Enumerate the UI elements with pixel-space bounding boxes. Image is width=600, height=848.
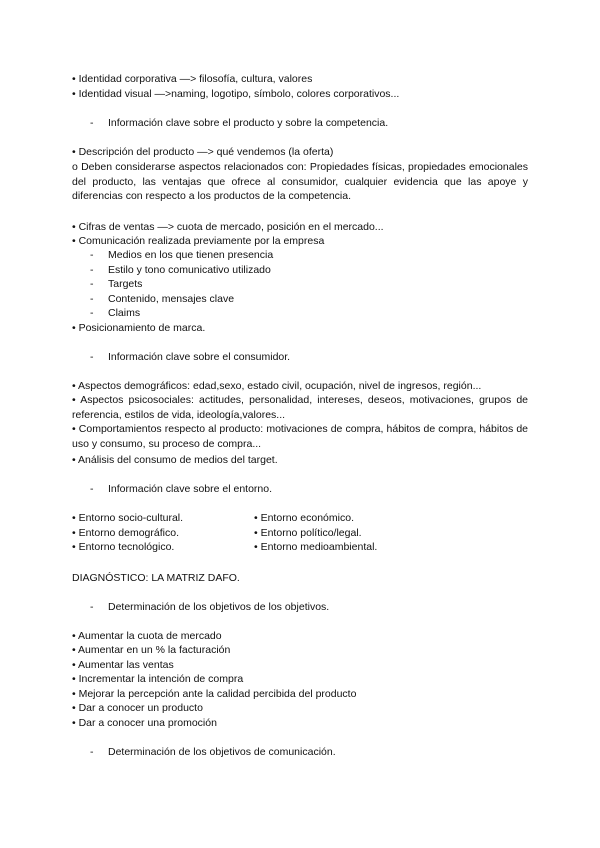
list-item: • Aspectos demográficos: edad,sexo, estado civil, ocupación, nivel de ingresos, región...: [72, 380, 482, 392]
paragraph: • Comportamientos respecto al producto: motivaciones de compra, hábitos de compra, hábitos de uso y consumo, su proceso de compra...: [72, 423, 528, 450]
dash-bullet: -: [90, 293, 94, 305]
dash-bullet: -: [90, 483, 94, 495]
list-item: • Incrementar la intención de compra: [72, 673, 244, 685]
list-item: • Posicionamiento de marca.: [72, 322, 206, 334]
list-item: • Aumentar la cuota de mercado: [72, 630, 222, 642]
list-item: Medios en los que tienen presencia: [108, 249, 274, 261]
list-item: • Entorno demográfico.: [72, 527, 179, 539]
dash-bullet: -: [90, 264, 94, 276]
list-item: • Identidad visual —>naming, logotipo, símbolo, colores corporativos...: [72, 88, 400, 100]
list-item: Contenido, mensajes clave: [108, 293, 235, 305]
list-item: Estilo y tono comunicativo utilizado: [108, 264, 271, 276]
paragraph: • Aspectos psicosociales: actitudes, personalidad, intereses, deseos, motivaciones, grupos de referencia, estilos de vida, ideología,valores...: [72, 394, 528, 421]
dash-bullet: -: [90, 601, 94, 613]
subheading: Información clave sobre el producto y sobre la competencia.: [108, 117, 389, 129]
list-item: • Análisis del consumo de medios del target.: [72, 454, 278, 466]
list-item: • Aumentar las ventas: [72, 659, 174, 671]
dash-bullet: -: [90, 307, 94, 319]
list-item: • Dar a conocer una promoción: [72, 717, 217, 729]
dash-bullet: -: [90, 117, 94, 129]
list-item: • Mejorar la percepción ante la calidad percibida del producto: [72, 688, 357, 700]
subheading: Información clave sobre el entorno.: [108, 483, 273, 495]
list-item: • Entorno tecnológico.: [72, 541, 175, 553]
list-item: • Entorno político/legal.: [254, 527, 362, 539]
dash-bullet: -: [90, 351, 94, 363]
dash-bullet: -: [90, 249, 94, 261]
list-item: Claims: [108, 307, 141, 319]
list-item: • Entorno medioambiental.: [254, 541, 378, 553]
subheading: Información clave sobre el consumidor.: [108, 351, 291, 363]
section-heading: DIAGNÓSTICO: LA MATRIZ DAFO.: [72, 572, 240, 584]
list-item: • Aumentar en un % la facturación: [72, 644, 231, 656]
list-item: • Dar a conocer un producto: [72, 702, 203, 714]
list-item: • Entorno socio-cultural.: [72, 512, 184, 524]
list-item: • Identidad corporativa —> filosofía, cultura, valores: [72, 73, 313, 85]
list-item: Targets: [108, 278, 143, 290]
dash-bullet: -: [90, 746, 94, 758]
list-item: • Cifras de ventas —> cuota de mercado, posición en el mercado...: [72, 221, 384, 233]
subheading: Determinación de los objetivos de comunicación.: [108, 746, 336, 758]
list-item: • Comunicación realizada previamente por la empresa: [72, 235, 325, 247]
subheading: Determinación de los objetivos de los objetivos.: [108, 601, 330, 613]
paragraph: o Deben considerarse aspectos relacionados con: Propiedades físicas, propiedades emocionales del producto, las ventajas que ofrece al consumidor, cualquier evidencia que las apoye y diferencias con respecto a los productos de la competencia.: [72, 161, 528, 202]
list-item: • Entorno económico.: [254, 512, 354, 524]
list-item: • Descripción del producto —> qué vendemos (la oferta): [72, 146, 334, 158]
dash-bullet: -: [90, 278, 94, 290]
